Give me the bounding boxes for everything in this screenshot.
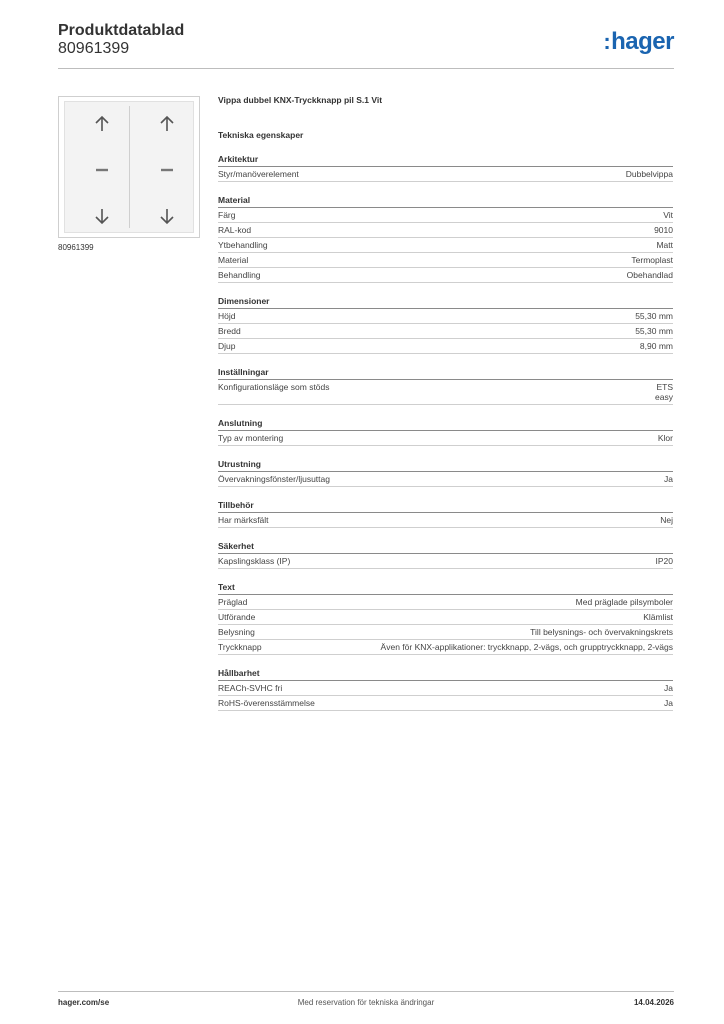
spec-value: Termoplast [631, 255, 673, 265]
spec-value: Ja [664, 474, 673, 484]
spec-label: RoHS-överensstämmelse [218, 698, 315, 708]
spec-value: Nej [660, 515, 673, 525]
double-rocker-switch [64, 101, 194, 233]
spec-value: Klämlist [643, 612, 673, 622]
spec-value: IP20 [655, 556, 673, 566]
spec-section [218, 500, 673, 528]
spec-row [218, 595, 673, 610]
spec-value: 55,30 mm [635, 311, 673, 321]
spec-label: Övervakningsfönster/ljusuttag [218, 474, 330, 484]
hager-logo [603, 28, 674, 56]
spec-label: Styr/manöverelement [218, 169, 299, 179]
spec-value: Med präglade pilsymboler [575, 597, 673, 607]
page-header [58, 22, 674, 68]
rocker-divider [129, 106, 130, 228]
spec-label: Utförande [218, 612, 256, 622]
spec-label: Tryckknapp [218, 642, 262, 652]
spec-section [218, 296, 673, 354]
spec-section [218, 668, 673, 711]
spec-label: RAL-kod [218, 225, 252, 235]
section-title: Inställningar [218, 367, 673, 380]
section-title: Utrustning [218, 459, 673, 472]
spec-label: Material [218, 255, 249, 265]
spec-section [218, 418, 673, 446]
spec-row [218, 625, 673, 640]
section-title: Tillbehör [218, 500, 673, 513]
spec-row [218, 696, 673, 711]
footer-divider [58, 991, 674, 992]
image-caption: 80961399 [58, 243, 94, 252]
spec-section [218, 367, 673, 405]
document-title: Produktdatablad [58, 22, 185, 39]
section-title: Hållbarhet [218, 668, 673, 681]
spec-section [218, 582, 673, 655]
section-title: Anslutning [218, 418, 673, 431]
spec-section [218, 195, 673, 283]
spec-row [218, 208, 673, 223]
spec-section [218, 541, 673, 569]
minus-icon [157, 160, 177, 180]
footer-date: 14.04.2026 [633, 998, 674, 1007]
spec-row [218, 238, 673, 253]
spec-label: Belysning [218, 627, 255, 637]
section-title: Säkerhet [218, 541, 673, 554]
spec-label: Höjd [218, 311, 236, 321]
spec-row [218, 324, 673, 339]
spec-row [218, 253, 673, 268]
spec-value: Vit [663, 210, 673, 220]
spec-row [218, 339, 673, 354]
spec-sections [218, 154, 673, 711]
spec-value: Ja [664, 698, 673, 708]
spec-label: Typ av montering [218, 433, 284, 443]
header-divider [58, 68, 674, 69]
spec-row [218, 610, 673, 625]
spec-content [218, 95, 673, 724]
spec-value: Klor [657, 433, 673, 443]
section-title: Dimensioner [218, 296, 673, 309]
spec-row [218, 640, 673, 655]
spec-value: Ja [664, 683, 673, 693]
spec-label: Behandling [218, 270, 261, 280]
spec-label: Konfigurationsläge som stöds [218, 382, 330, 392]
footer-url[interactable]: hager.com/se [58, 998, 110, 1007]
product-name: Vippa dubbel KNX-Tryckknapp pil S.1 Vit [218, 95, 383, 105]
spec-row [218, 268, 673, 283]
section-title: Material [218, 195, 673, 208]
spec-section [218, 459, 673, 487]
spec-row [218, 167, 673, 182]
spec-row [218, 431, 673, 446]
spec-label: Färg [218, 210, 236, 220]
arrow-down-icon [157, 206, 177, 226]
spec-row [218, 554, 673, 569]
spec-value: Obehandlad [626, 270, 673, 280]
spec-row [218, 513, 673, 528]
minus-icon [92, 160, 112, 180]
spec-label: Ytbehandling [218, 240, 268, 250]
spec-row [218, 309, 673, 324]
spec-value: Även för KNX-applikationer: tryckknapp, 2-vägs, och grupptryckknapp, 2-vägs [380, 642, 673, 652]
logo-dots-icon: : [603, 29, 611, 54]
logo-text: hager [611, 28, 674, 55]
spec-section [218, 154, 673, 182]
page-footer [58, 998, 674, 1010]
section-title: Text [218, 582, 673, 595]
product-image [58, 96, 200, 238]
spec-label: REACh-SVHC fri [218, 683, 283, 693]
spec-label: Har märksfält [218, 515, 269, 525]
spec-label: Bredd [218, 326, 241, 336]
spec-value: ETS easy [655, 382, 673, 402]
arrow-up-icon [157, 114, 177, 134]
spec-value: 8,90 mm [639, 341, 673, 351]
arrow-up-icon [92, 114, 112, 134]
spec-row [218, 681, 673, 696]
spec-label: Präglad [218, 597, 248, 607]
spec-label: Djup [218, 341, 236, 351]
document-number: 80961399 [58, 40, 130, 57]
arrow-down-icon [92, 206, 112, 226]
footer-note: Med reservation för tekniska ändringar [297, 998, 435, 1007]
spec-label: Kapslingsklass (IP) [218, 556, 291, 566]
spec-value: Matt [656, 240, 673, 250]
section-title: Arkitektur [218, 154, 673, 167]
spec-value: 9010 [654, 225, 673, 235]
spec-row [218, 380, 673, 405]
spec-value: 55,30 mm [635, 326, 673, 336]
spec-row [218, 223, 673, 238]
spec-row [218, 472, 673, 487]
specs-subheading: Tekniska egenskaper [218, 130, 304, 140]
spec-value: Till belysnings- och övervakningskrets [530, 627, 673, 637]
spec-value: Dubbelvippa [625, 169, 673, 179]
